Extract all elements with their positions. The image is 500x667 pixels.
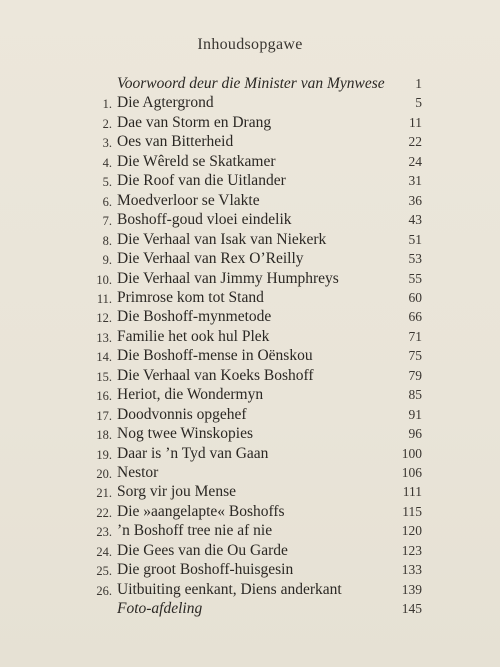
chapter-title: Uitbuiting eenkant, Diens anderkant [117,580,342,598]
chapter-title: Die Wêreld se Skatkamer [117,152,276,170]
toc-entry [0,210,500,230]
page-number: 60 [408,289,422,305]
toc-entry [0,405,500,425]
chapter-title: Oes van Bitterheid [117,133,234,151]
chapter-title: Die Agtergrond [117,94,214,112]
chapter-title: Sorg vir jou Mense [117,483,236,501]
chapter-title: Nog twee Winskopies [117,425,253,443]
toc-entry [0,132,500,152]
chapter-number: 3. [102,136,112,151]
chapter-title: Familie het ook hul Plek [117,327,270,345]
toc-entry [0,113,500,133]
chapter-number: 26. [96,583,112,598]
chapter-number: 9. [102,253,112,268]
chapter-number: 10. [96,272,112,287]
toc-entry [0,521,500,541]
chapter-number: 6. [102,194,112,209]
toc-entry [0,541,500,561]
page-number: 75 [408,348,422,364]
chapter-number: 11. [96,291,112,306]
toc-entry [0,152,500,172]
toc-entry [0,249,500,269]
page-number: 106 [401,465,422,480]
page-number: 5 [415,95,422,111]
toc-entry [0,269,500,289]
page-number: 123 [401,542,422,558]
toc-entry [0,444,500,464]
page-number: 139 [401,581,422,597]
chapter-number: 15. [96,369,112,384]
page-number: 24 [408,153,422,169]
page-number: 120 [401,523,422,539]
chapter-number: 16. [96,389,112,404]
chapter-title: Die »aangelapte« Boshoffs [117,502,285,520]
chapter-title: Die Verhaal van Isak van Niekerk [117,230,327,248]
page-number: 85 [408,387,422,403]
page-number: 22 [408,134,422,150]
page-number: 100 [401,445,422,461]
chapter-number: 2. [102,116,112,131]
chapter-title: ’n Boshoff tree nie af nie [117,522,273,540]
toc-entry [0,74,500,94]
toc-entry [0,230,500,250]
page-number: 145 [401,601,422,617]
chapter-title: Die Boshoff-mynmetode [117,308,272,326]
chapter-number: 1. [102,97,112,112]
page-number: 133 [401,562,422,578]
chapter-number: 12. [96,311,112,326]
chapter-title: Moedverloor se Vlakte [117,191,260,209]
chapter-title: Foto-afdeling [117,600,203,618]
page-number: 71 [408,328,422,344]
page-number: 31 [408,173,422,189]
chapter-title: Die Verhaal van Rex O’Reilly [117,250,304,268]
chapter-number: 19. [96,447,112,462]
chapter-title: Die Verhaal van Jimmy Humphreys [117,269,339,287]
chapter-number: 8. [102,233,112,248]
toc-entry [0,560,500,580]
chapter-number: 5. [102,175,112,190]
toc-entry [0,424,500,444]
chapter-number: 14. [96,350,112,365]
toc-entry [0,191,500,211]
page-number: 66 [408,309,422,325]
page-number: 96 [408,426,422,442]
page-number: 115 [402,503,422,519]
page-heading: Inhoudsopgawe [197,36,303,53]
toc-entry [0,580,500,600]
toc-entry [0,171,500,191]
chapter-title: Die Verhaal van Koeks Boshoff [117,366,314,384]
toc-entry [0,599,500,619]
page-number: 36 [408,192,422,208]
page-number: 79 [408,367,422,383]
page-number: 11 [409,114,422,130]
toc-entry [0,463,500,483]
chapter-title: Boshoff-goud vloei eindelik [117,211,292,229]
page-number: 111 [402,484,422,500]
chapter-number: 4. [102,155,112,170]
toc-entry [0,366,500,386]
chapter-number: 24. [96,544,112,559]
chapter-title: Heriot, die Wondermyn [117,386,264,404]
chapter-title: Die Gees van die Ou Garde [117,541,288,559]
chapter-number: 21. [96,486,112,501]
page-number: 53 [408,251,422,267]
chapter-number: 7. [102,214,112,229]
toc-entry [0,502,500,522]
page-number: 43 [408,212,422,228]
chapter-number: 17. [96,408,112,423]
chapter-number: 20. [96,467,112,481]
chapter-title: Doodvonnis opgehef [117,405,247,423]
toc-entry [0,93,500,113]
chapter-number: 25. [96,564,112,579]
chapter-title: Daar is ’n Tyd van Gaan [117,444,269,462]
chapter-number: 18. [96,428,112,443]
toc-entry [0,346,500,366]
chapter-title: Die groot Boshoff-huisgesin [117,561,294,579]
chapter-title: Die Boshoff-mense in Oënskou [117,347,313,365]
page-number: 91 [408,406,422,422]
toc-entry [0,327,500,347]
chapter-title: Dae van Storm en Drang [117,113,272,131]
toc-entry [0,385,500,405]
page-number: 51 [408,231,422,247]
chapter-title: Die Roof van die Uitlander [117,172,286,190]
chapter-number: 23. [96,525,112,540]
toc-entry [0,288,500,308]
toc-entry [0,307,500,327]
page-number: 1 [415,76,422,91]
toc-entry [0,482,500,502]
page-number: 55 [408,270,422,286]
chapter-title: Voorwoord deur die Minister van Mynwese [117,75,385,92]
chapter-title: Nestor [117,464,159,481]
chapter-number: 13. [96,330,112,345]
chapter-number: 22. [96,505,112,520]
chapter-title: Primrose kom tot Stand [117,288,264,306]
